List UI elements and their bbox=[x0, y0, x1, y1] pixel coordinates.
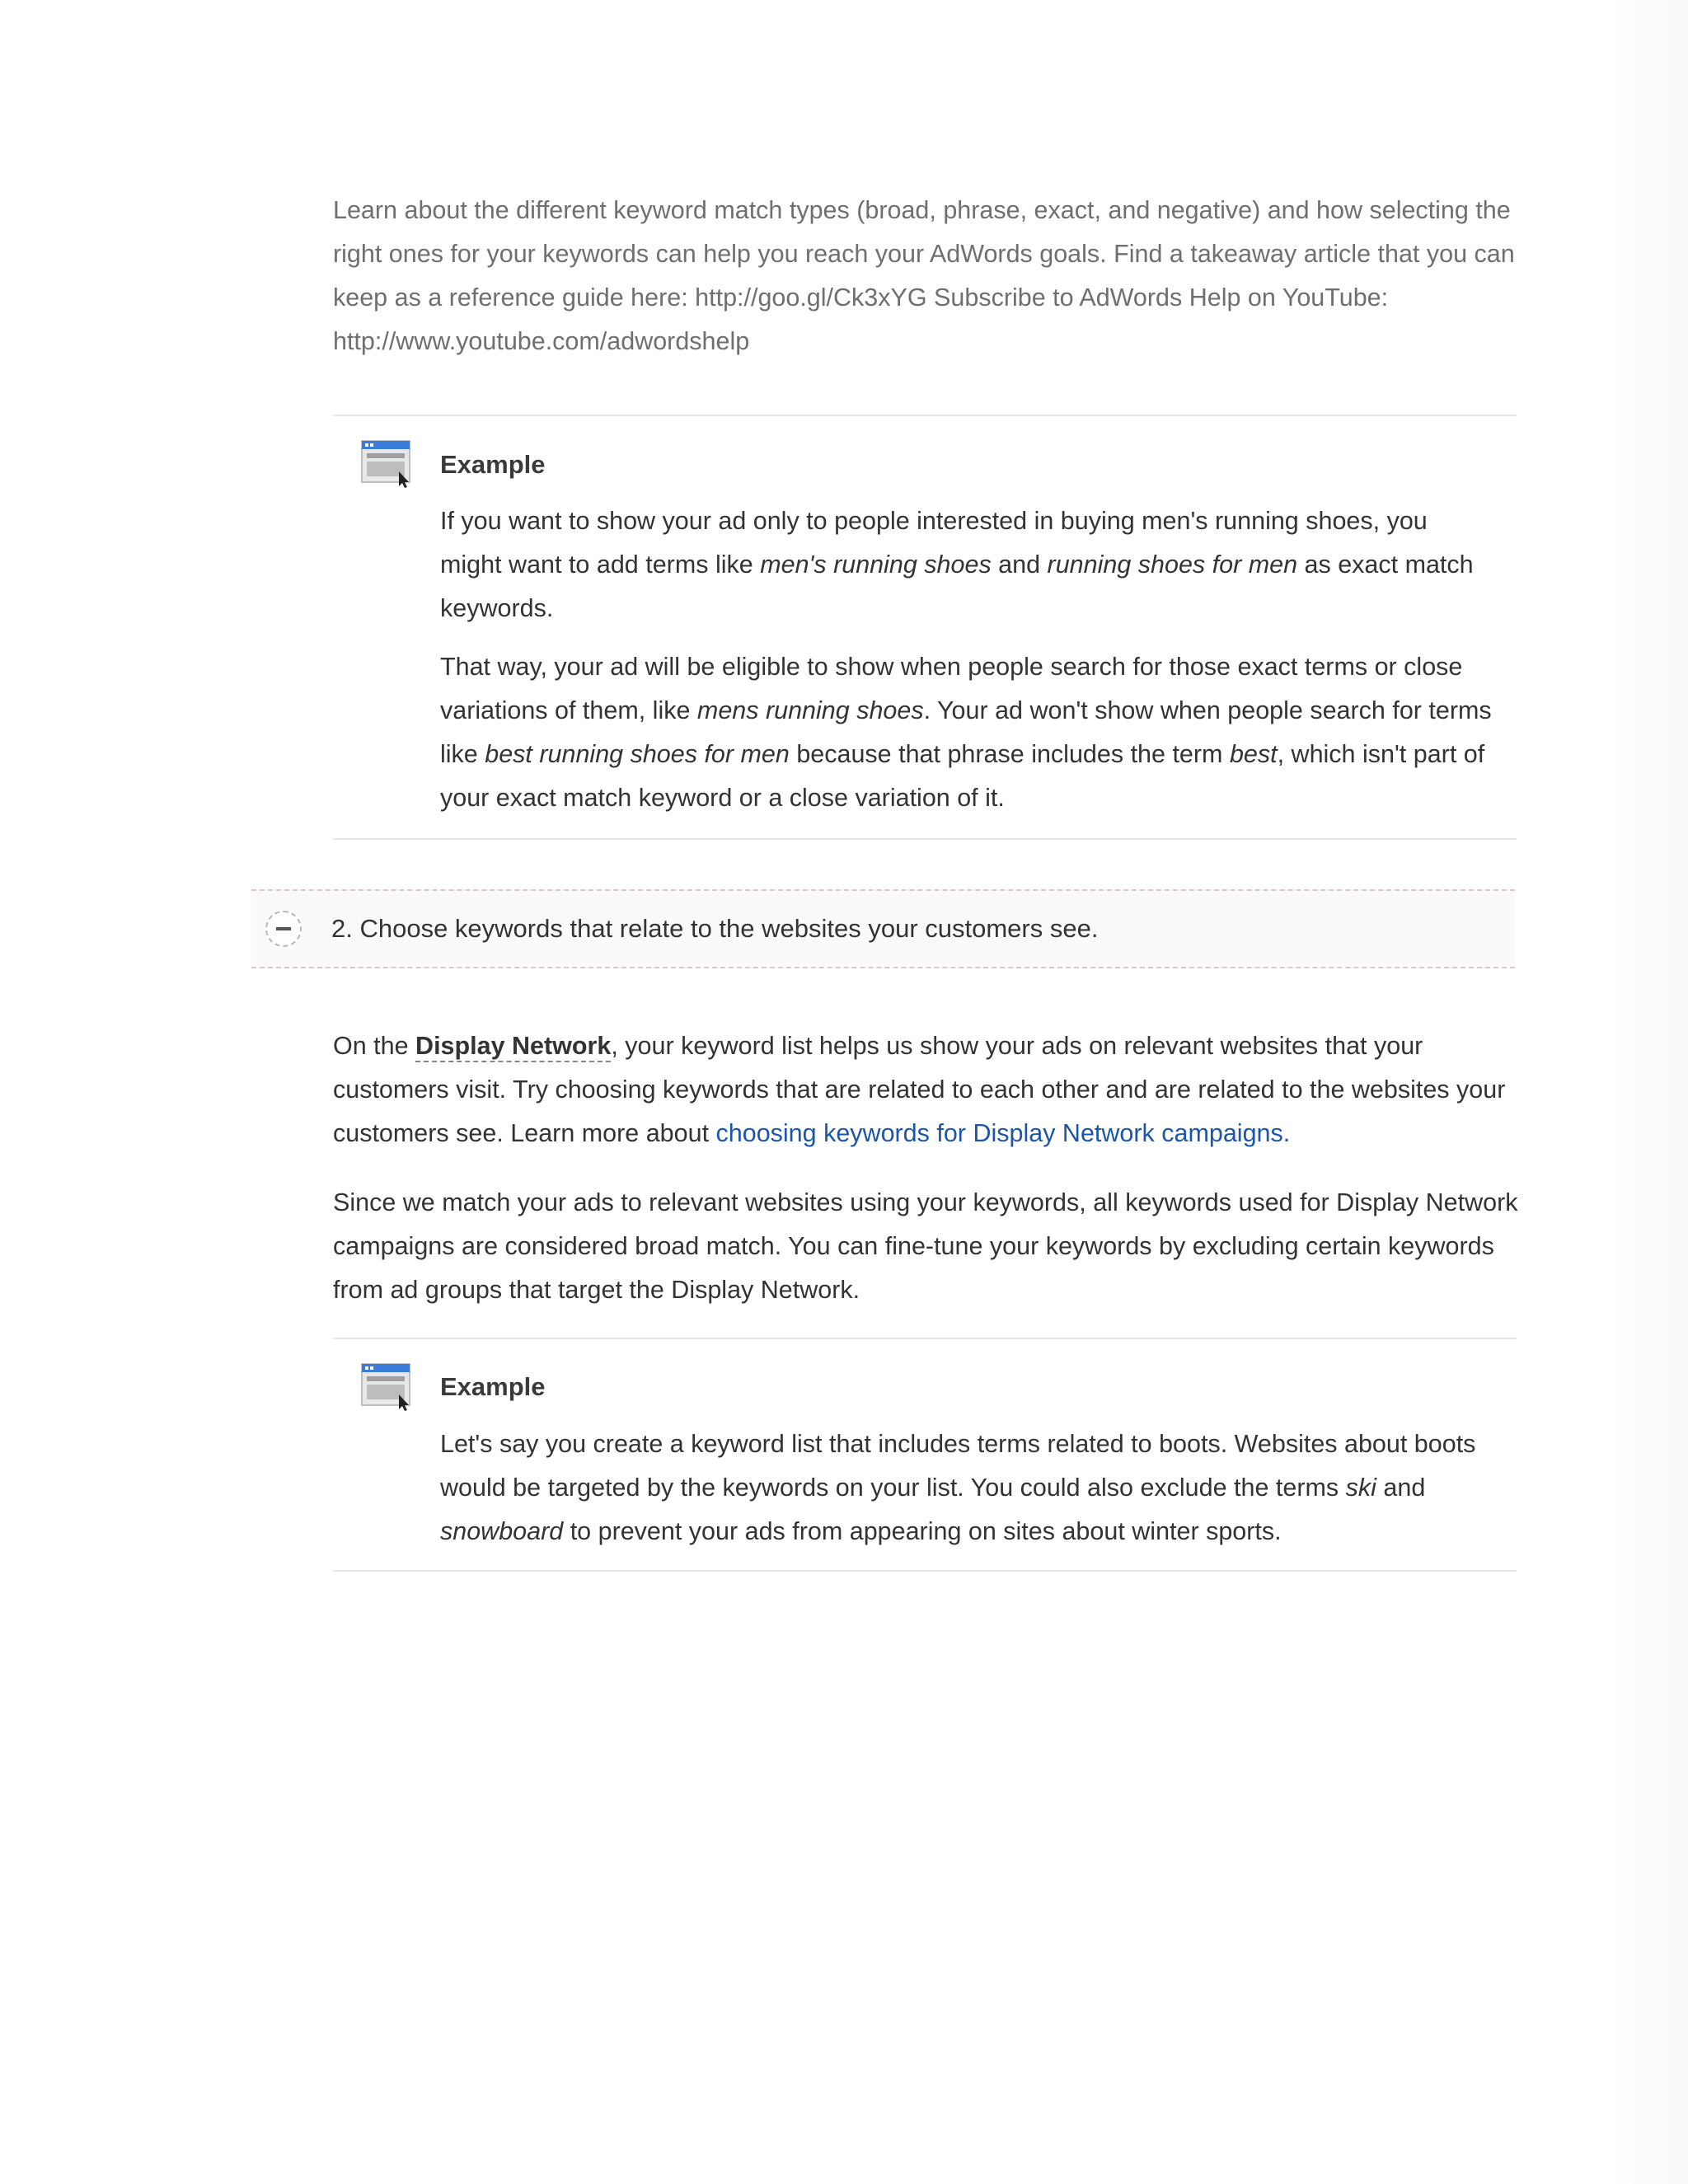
display-network-paragraph: On the Display Network, your keyword list helps us show your ads on relevant websites that your customers visit. Try choosing keywords that are related to each other and are related to the websites your customers see. Learn more about choosing keywords for Display Network campaigns. bbox=[333, 1032, 1506, 1147]
example-paragraph: That way, your ad will be eligible to show when people search for those exact terms or close variations of them, like mens running shoes. Your ad won't show when people search for terms like best running shoes for men because that phrase includes the term best, which isn't part of your exact match keyword or a close variation of it. bbox=[440, 653, 1492, 812]
example-divider-bottom bbox=[333, 838, 1517, 840]
example-paragraph: Let's say you create a keyword list that includes terms related to boots. Websites about boots would be targeted by the keywords on your list. You could also exclude the terms ski and snowboard to prevent your ads from appearing on sites about winter sports. bbox=[440, 1430, 1476, 1545]
page-edge-shade bbox=[1607, 0, 1688, 2184]
browser-window-cursor-icon bbox=[361, 1363, 414, 1411]
broad-match-paragraph: Since we match your ads to relevant websites using your keywords, all keywords used for Display Network campaigns are considered broad match. You can fine-tune your keywords by excluding certain keywords from ad groups that target the Display Network. bbox=[333, 1188, 1518, 1304]
example-title: Example bbox=[440, 450, 546, 479]
example-divider-bottom bbox=[333, 1570, 1517, 1572]
example-paragraph: If you want to show your ad only to people interested in buying men's running shoes, you might want to add terms like men's running shoes and running shoes for men as exact match keywords. bbox=[440, 507, 1474, 622]
example-title: Example bbox=[440, 1372, 546, 1401]
choosing-keywords-link[interactable]: choosing keywords for Display Network campaigns bbox=[715, 1119, 1283, 1147]
section-header-2[interactable] bbox=[251, 889, 1515, 968]
example-divider-top bbox=[333, 1338, 1517, 1339]
minus-circle-icon[interactable] bbox=[265, 911, 302, 947]
video-description: Learn about the different keyword match types (broad, phrase, exact, and negative) and how selecting the right ones for your keywords can help you reach your AdWords goals. Find a takeaway article that you can keep as a reference guide here: http://goo.gl/Ck3xYG Subscribe to AdWords Help on YouTube: http://www.youtube.com/adwordshelp bbox=[333, 196, 1515, 355]
example-divider-top bbox=[333, 415, 1517, 416]
section-title[interactable]: 2. Choose keywords that relate to the websites your customers see. bbox=[331, 914, 1099, 943]
browser-window-cursor-icon bbox=[361, 440, 414, 488]
glossary-term-display-network[interactable]: Display Network bbox=[415, 1032, 611, 1062]
